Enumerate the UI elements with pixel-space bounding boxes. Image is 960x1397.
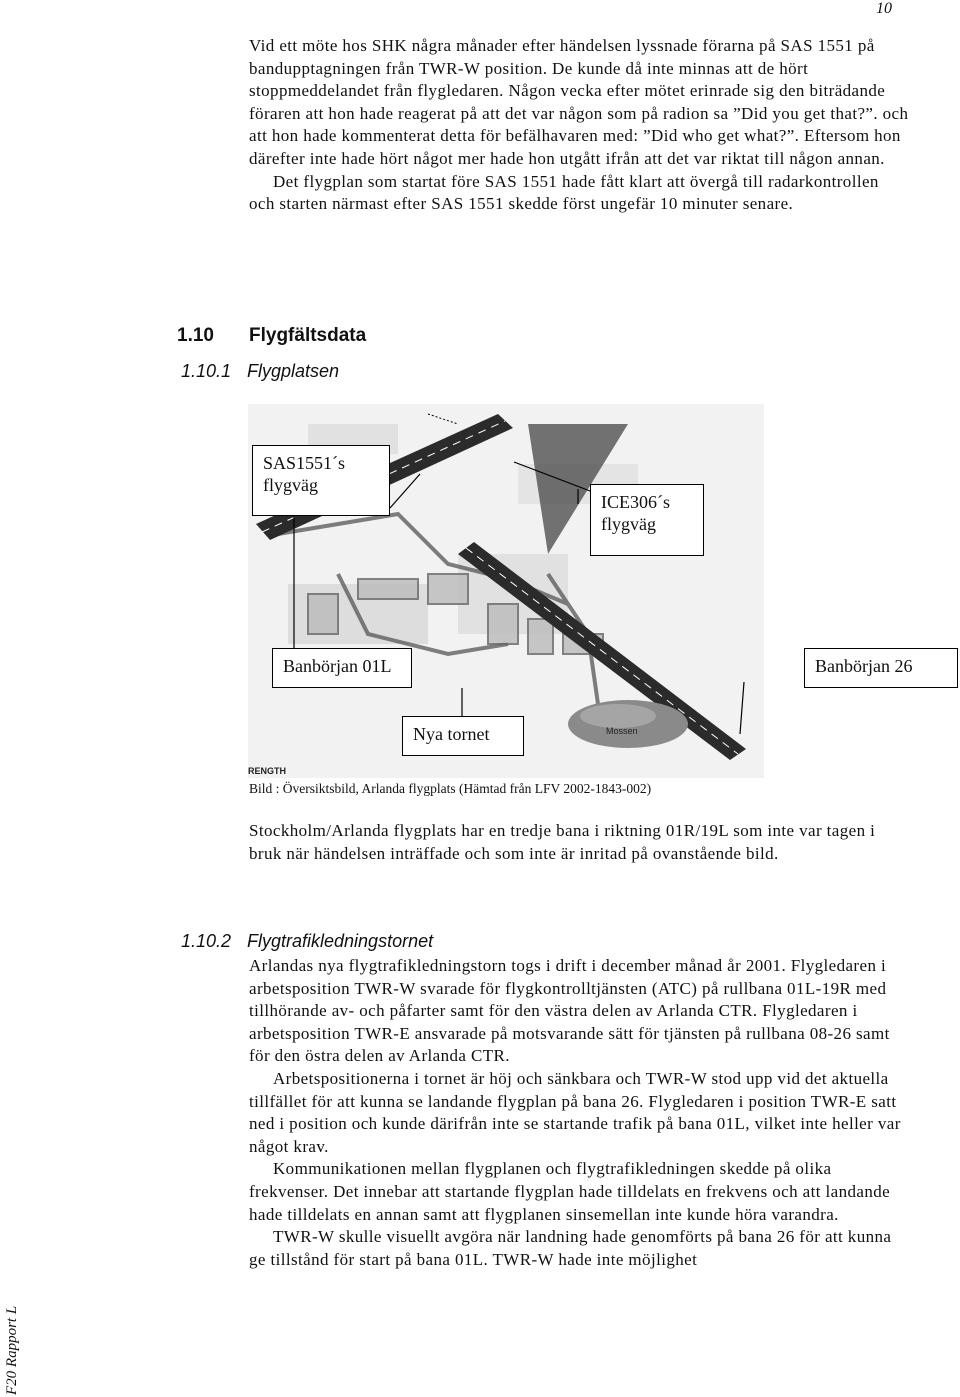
tower-paragraph-1: Arlandas nya flygtrafikledningstorn togs i drift i december månad år 2001. Flygledaren i arbetsposition TWR-W svarade för flygkontrolltjänsten (ATC) på rullbana 01L-19R med tillhörande av- och påfarter samt för den västra delen av Arlanda CTR. Flygledaren i arbetsposition TWR-E ansvarade på motsvarande sätt för tjänsten på rullbana 08-26 samt för den östra delen av Arlanda CTR.	[249, 956, 890, 1066]
ice306-path-callout: ICE306´s flygväg	[590, 484, 704, 556]
lake-label: Mossen	[606, 726, 638, 736]
subsection-number-1: 1.10.1	[181, 361, 232, 381]
page-number: 10	[876, 0, 892, 17]
figure-caption: Bild : Översiktsbild, Arlanda flygplats (Hämtad från LFV 2002-1843-002)	[249, 781, 652, 796]
after-figure-text	[249, 820, 909, 865]
subsection-heading-2	[181, 931, 433, 952]
intro-paragraph-2: Det flygplan som startat före SAS 1551 hade fått klart att övergå till radarkontrollen och starten närmast efter SAS 1551 skedde först ungefär 10 minuter senare.	[249, 171, 879, 214]
tower-text	[249, 955, 909, 1271]
runway-start-26-callout: Banbörjan 26	[804, 648, 958, 688]
new-tower-callout: Nya tornet	[402, 716, 524, 756]
section-heading	[177, 325, 366, 347]
subsection-heading-1	[181, 361, 339, 382]
subsection-title-2: Flygtrafikledningstornet	[247, 931, 434, 951]
strength-label: RENGTH	[248, 766, 286, 776]
after-figure-paragraph: Stockholm/Arlanda flygplats har en tredje bana i riktning 01R/19L som inte var tagen i bruk när händelsen inträffade och som inte är inritad på ovanstående bild.	[249, 821, 876, 863]
intro-paragraph-1: Vid ett möte hos SHK några månader efter händelsen lyssnade förarna på SAS 1551 på bandupptagningen från TWR-W position. De kunde då inte minnas att de hört stoppmeddelandet från flygledaren. Någon vecka efter mötet erinrade sig den biträdande föraren att hon hade reagerat på att det var någon som på radion sa ”Did you get that?”. och att hon hade kommenterat detta för befälhavaren med: ”Did who get what?”. Eftersom hon därefter inte hade hört något mer hade hon utgått ifrån att det var riktat till någon annan.	[249, 36, 909, 168]
airport-map-figure	[248, 404, 764, 778]
tower-paragraph-2: Arbetspositionerna i tornet är höj och sänkbara och TWR-W stod upp vid det aktuella tillfället för att kunna se landande flygplan på bana 26. Flygledaren i position TWR-E satt ned i position och kunde därifrån inte se startande trafik på bana 01L, vilket inte heller var något krav.	[249, 1068, 901, 1156]
section-title: Flygfältsdata	[249, 325, 367, 346]
subsection-number-2: 1.10.2	[181, 931, 232, 951]
sas1551-path-callout: SAS1551´s flygväg	[252, 445, 390, 516]
subsection-title-1: Flygplatsen	[247, 361, 340, 381]
report-side-label: F20 Rapport L	[4, 1305, 20, 1395]
section-number: 1.10	[177, 325, 214, 346]
runway-start-01l-callout: Banbörjan 01L	[272, 648, 412, 688]
intro-text	[249, 35, 909, 216]
tower-paragraph-4: TWR-W skulle visuellt avgöra när landning hade genomförts på bana 26 för att kunna ge tillstånd för start på bana 01L. TWR-W hade inte möjlighet	[249, 1227, 892, 1269]
tower-paragraph-3: Kommunikationen mellan flygplanen och flygtrafikledningen skedde på olika frekvenser. Det innebar att startande flygplan hade tilldelats en frekvens och att landande hade tilldelats en annan samt att flygplanen sinsemellan inte kunde höra varandra.	[249, 1159, 891, 1224]
